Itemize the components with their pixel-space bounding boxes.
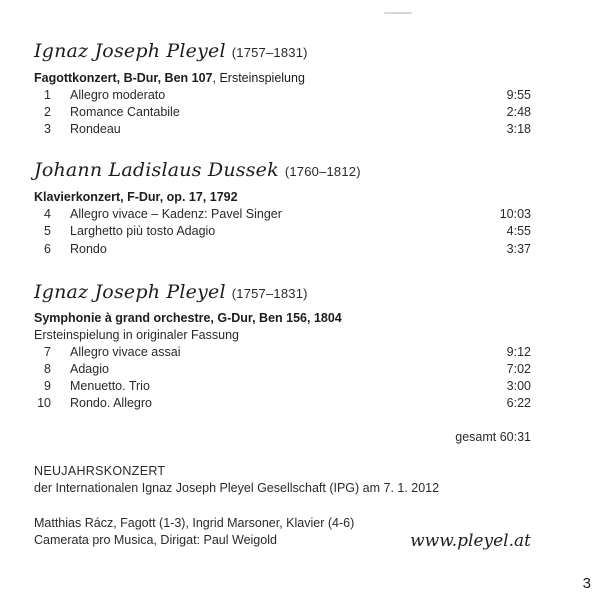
- track-duration: 3:18: [506, 122, 531, 136]
- composer-dates: (1757–1831): [231, 45, 308, 60]
- composer-heading: [34, 40, 308, 62]
- track-row: [34, 224, 531, 241]
- track-title: Rondo: [70, 242, 107, 256]
- track-row: [34, 88, 531, 105]
- composer-name: Ignaz Joseph Pleyel: [34, 40, 226, 62]
- track-duration: 9:55: [506, 88, 531, 102]
- track-title: Larghetto più tosto Adagio: [70, 224, 216, 238]
- track-number: 9: [44, 379, 51, 393]
- composer-dates: (1757–1831): [231, 286, 308, 301]
- track-row: [34, 379, 531, 396]
- composer-heading: [34, 281, 308, 303]
- concert-description: der Internationalen Ignaz Joseph Pleyel Gesellschaft (IPG) am 7. 1. 2012: [34, 481, 440, 495]
- track-number: 4: [44, 207, 51, 221]
- track-number: 7: [44, 345, 51, 359]
- total-duration: gesamt 60:31: [455, 430, 531, 444]
- track-title: Allegro moderato: [70, 88, 166, 102]
- page-number: 3: [582, 575, 591, 592]
- track-number: 8: [44, 362, 51, 376]
- track-number: 1: [44, 88, 51, 102]
- track-title: Rondo. Allegro: [70, 396, 153, 410]
- track-number: 10: [37, 396, 51, 410]
- work-title: [34, 311, 342, 325]
- track-duration: 10:03: [499, 207, 531, 221]
- track-number: 5: [44, 224, 51, 238]
- track-title: Adagio: [70, 362, 109, 376]
- website-link[interactable]: www.pleyel.at: [410, 531, 531, 551]
- performers-line: Camerata pro Musica, Dirigat: Paul Weigold: [34, 533, 277, 547]
- track-row: [34, 105, 531, 122]
- track-duration: 3:37: [506, 242, 531, 256]
- work-title-main: Klavierkonzert, F-Dur, op. 17, 1792: [34, 190, 238, 204]
- track-title: Rondeau: [70, 122, 121, 136]
- track-title: Allegro vivace assai: [70, 345, 181, 359]
- composer-name: Johann Ladislaus Dussek: [34, 159, 279, 181]
- track-row: [34, 362, 531, 379]
- track-duration: 3:00: [506, 379, 531, 393]
- track-duration: 4:55: [506, 224, 531, 238]
- track-title: Romance Cantabile: [70, 105, 180, 119]
- composer-heading: [34, 159, 361, 181]
- work-title-note: , Ersteinspielung: [212, 71, 305, 85]
- track-duration: 9:12: [506, 345, 531, 359]
- track-number: 3: [44, 122, 51, 136]
- composer-dates: (1760–1812): [284, 164, 361, 179]
- work-subtitle: Ersteinspielung in originaler Fassung: [34, 328, 239, 342]
- work-title-main: Symphonie à grand orchestre, G-Dur, Ben 156, 1804: [34, 311, 342, 325]
- track-row: [34, 207, 531, 224]
- track-duration: 7:02: [506, 362, 531, 376]
- track-duration: 2:48: [506, 105, 531, 119]
- track-row: [34, 345, 531, 362]
- track-row: [34, 242, 531, 259]
- track-duration: 6:22: [506, 396, 531, 410]
- work-title-main: Fagottkonzert, B-Dur, Ben 107: [34, 71, 213, 85]
- scan-mark: [384, 12, 412, 14]
- track-title: Allegro vivace – Kadenz: Pavel Singer: [70, 207, 282, 221]
- track-title: Menuetto. Trio: [70, 379, 150, 393]
- work-title: [34, 190, 238, 204]
- track-number: 6: [44, 242, 51, 256]
- track-row: [34, 396, 531, 413]
- performers-line: Matthias Rácz, Fagott (1-3), Ingrid Marsoner, Klavier (4-6): [34, 516, 355, 530]
- track-row: [34, 122, 531, 139]
- track-number: 2: [44, 105, 51, 119]
- concert-title: NEUJAHRSKONZERT: [34, 464, 166, 478]
- work-title: [34, 71, 305, 85]
- composer-name: Ignaz Joseph Pleyel: [34, 281, 226, 303]
